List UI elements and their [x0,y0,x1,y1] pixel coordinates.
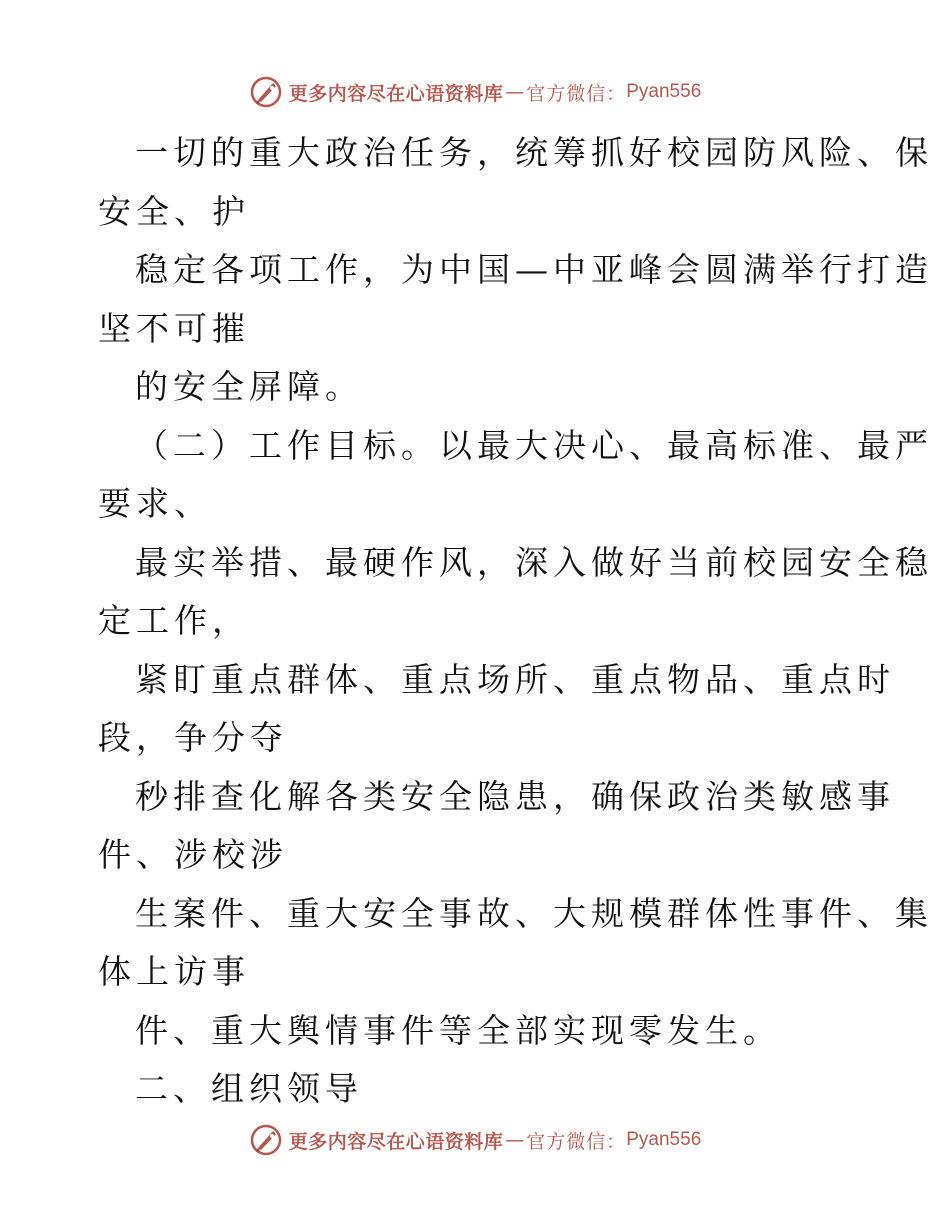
body-line: 紧盯重点群体、重点场所、重点物品、重点时 [135,659,895,699]
header-wechat-id: Pyan556 [626,81,702,102]
body-line: 要求、 [98,484,212,523]
body-line: 坚不可摧 [98,308,250,348]
footer-site-text: 更多内容尽在心语资料库 [288,1130,504,1153]
footer-dash: — [505,1129,525,1151]
quill-pen-logo-icon [249,1123,283,1157]
quill-pen-logo-icon [249,75,283,109]
body-line: 安全、护 [98,191,250,231]
section-heading-organization: 二、组织领导 [135,1069,363,1108]
section-heading-goals: （二）工作目标。以最大决心、最高标准、最严 [135,425,933,465]
body-line: 一切的重大政治任务，统筹抓好校园防风险、保 [135,133,933,172]
body-line: 稳定各项工作，为中国—中亚峰会圆满举行打造 [135,250,933,289]
body-line: 件、涉校涉 [98,835,288,874]
header-dash: — [505,81,525,103]
body-line: 件、重大舆情事件等全部实现零发生。 [135,1010,781,1050]
header-watermark-banner [0,72,950,112]
footer-wechat-id: Pyan556 [626,1129,702,1150]
body-line: 最实举措、最硬作风，深入做好当前校园安全稳 [135,542,933,582]
header-wechat-label: 官方微信： [526,82,627,105]
header-site-text: 更多内容尽在心语资料库 [288,82,504,105]
body-line: 生案件、重大安全事故、大规模群体性事件、集 [135,893,933,933]
body-line: 段，争分夺 [98,718,288,757]
body-line: 体上访事 [98,952,250,991]
document-body [98,124,933,1119]
footer-watermark-banner [0,1120,950,1160]
body-line: 的安全屏障。 [135,367,363,406]
footer-wechat-label: 官方微信： [526,1130,627,1153]
body-line: 定工作， [98,601,250,640]
body-line: 秒排查化解各类安全隐患，确保政治类敏感事 [135,776,895,816]
